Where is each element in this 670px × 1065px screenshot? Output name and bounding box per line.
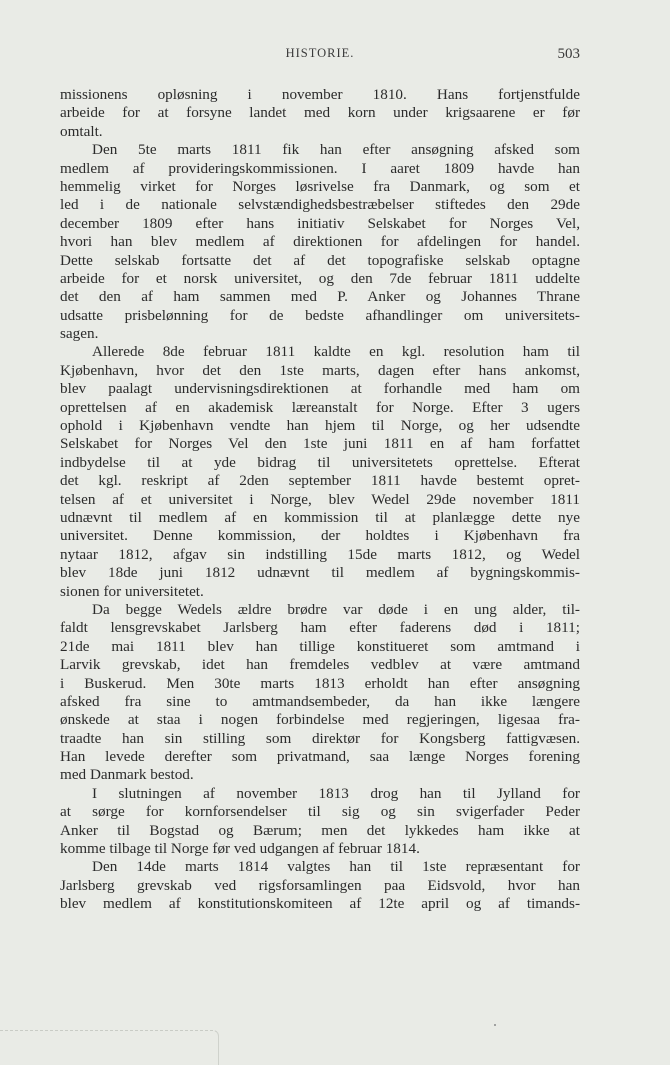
text-line: arbeide for at forsyne landet med korn under krigsaarene er før	[60, 104, 580, 122]
text-line: faldt lensgrevskabet Jarlsberg ham efter faderens død i 1811;	[60, 619, 580, 637]
text-line: oprettelsen af en akademisk læreanstalt for Norge. Efter 3 ugers	[60, 398, 580, 416]
text-line: sagen.	[60, 325, 99, 343]
text-line: indbydelse til at yde bidrag til universitetets oprettelse. Efterat	[60, 453, 580, 471]
text-line: det kgl. reskript af 2den september 1811 havde bestemt opret-	[60, 472, 580, 490]
text-line: I slutningen af november 1813 drog han til Jylland for	[92, 784, 580, 802]
text-line: Han levede derefter som privatmand, saa længe Norges forening	[60, 748, 580, 766]
text-line: traadte han sin stilling som direktør for Kongsberg fattigvæsen.	[60, 729, 580, 747]
text-line: det den af ham sammen med P. Anker og Johannes Thrane	[60, 288, 580, 306]
text-line: blev medlem af konstitutionskomiteen af 12te april og af timands-	[60, 895, 580, 913]
text-line: Den 14de marts 1814 valgtes han til 1ste repræsentant for	[92, 858, 580, 876]
page-number: 503	[557, 46, 580, 62]
text-line: Selskabet for Norges Vel den 1ste juni 1811 en af ham forfattet	[60, 435, 580, 453]
text-line: universitet. Denne kommission, der holdtes i Kjøbenhavn fra	[60, 527, 580, 545]
text-line: arbeide for et norsk universitet, og den 7de februar 1811 uddelte	[60, 269, 580, 287]
text-line: med Danmark bestod.	[60, 766, 194, 784]
text-line: december 1809 efter hans initiativ Selskabet for Norges Vel,	[60, 214, 580, 232]
text-line: led i de nationale selvstændighedsbestræbelser stiftedes den 29de	[60, 196, 580, 214]
page-binding-edge	[0, 1030, 219, 1065]
text-line: Jarlsberg grevskab ved rigsforsamlingen paa Eidsvold, hvor han	[60, 876, 580, 894]
running-head: HISTORIE.	[285, 46, 355, 60]
text-line: udsatte prisbelønning for de bedste afhandlinger om universitets-	[60, 306, 580, 324]
text-line: blev paalagt undervisningsdirektionen at forhandle med ham om	[60, 380, 580, 398]
text-line: nytaar 1812, afgav sin indstilling 15de marts 1812, og Wedel	[60, 545, 580, 563]
text-line: i Buskerud. Men 30te marts 1813 erholdt han efter ansøgning	[60, 674, 580, 692]
text-line: afsked fra sine to amtmandsembeder, da han ikke længere	[60, 692, 580, 710]
text-line: Da begge Wedels ældre brødre var døde i en ung alder, til-	[92, 600, 580, 618]
text-line: komme tilbage til Norge før ved udgangen af februar 1814.	[60, 840, 420, 858]
text-line: omtalt.	[60, 122, 103, 140]
text-line: ophold i Kjøbenhavn vendte han hjem til Norge, og her udsendte	[60, 417, 580, 435]
page-header	[60, 46, 580, 66]
text-line: hemmelig virket for Norges løsrivelse fra Danmark, og som et	[60, 177, 580, 195]
text-line: Allerede 8de februar 1811 kaldte en kgl. resolution ham til	[92, 343, 580, 361]
body-text	[60, 86, 580, 914]
text-line: Anker til Bogstad og Bærum; men det lykkedes ham ikke at	[60, 821, 580, 839]
text-line: Dette selskab fortsatte det af det topografiske selskab optagne	[60, 251, 580, 269]
text-line: telsen af et universitet i Norge, blev Wedel 29de november 1811	[60, 490, 580, 508]
paper-speck	[494, 1024, 496, 1026]
text-line: 21de mai 1811 blev han tillige konstitueret som amtmand i	[60, 637, 580, 655]
text-line: Larvik grevskab, idet han fremdeles vedblev at være amtmand	[60, 656, 580, 674]
text-line: Den 5te marts 1811 fik han efter ansøgning afsked som	[92, 141, 580, 159]
text-line: blev 18de juni 1812 udnævnt til medlem af bygningskommis-	[60, 564, 580, 582]
text-line: missionens opløsning i november 1810. Hans fortjenstfulde	[60, 86, 580, 103]
text-line: at sørge for kornforsendelser til sig og sin svigerfader Peder	[60, 803, 580, 821]
text-line: sionen for universitetet.	[60, 582, 204, 600]
text-line: Kjøbenhavn, hvor det den 1ste marts, dagen efter hans ankomst,	[60, 361, 580, 379]
text-line: ønskede at staa i nogen forbindelse med regjeringen, ligesaa fra-	[60, 711, 580, 729]
text-line: udnævnt til medlem af en kommission til at planlægge dette nye	[60, 508, 580, 526]
text-line: hvori han blev medlem af direktionen for afdelingen for handel.	[60, 233, 580, 251]
text-line: medlem af provideringskommissionen. I aaret 1809 havde han	[60, 159, 580, 177]
